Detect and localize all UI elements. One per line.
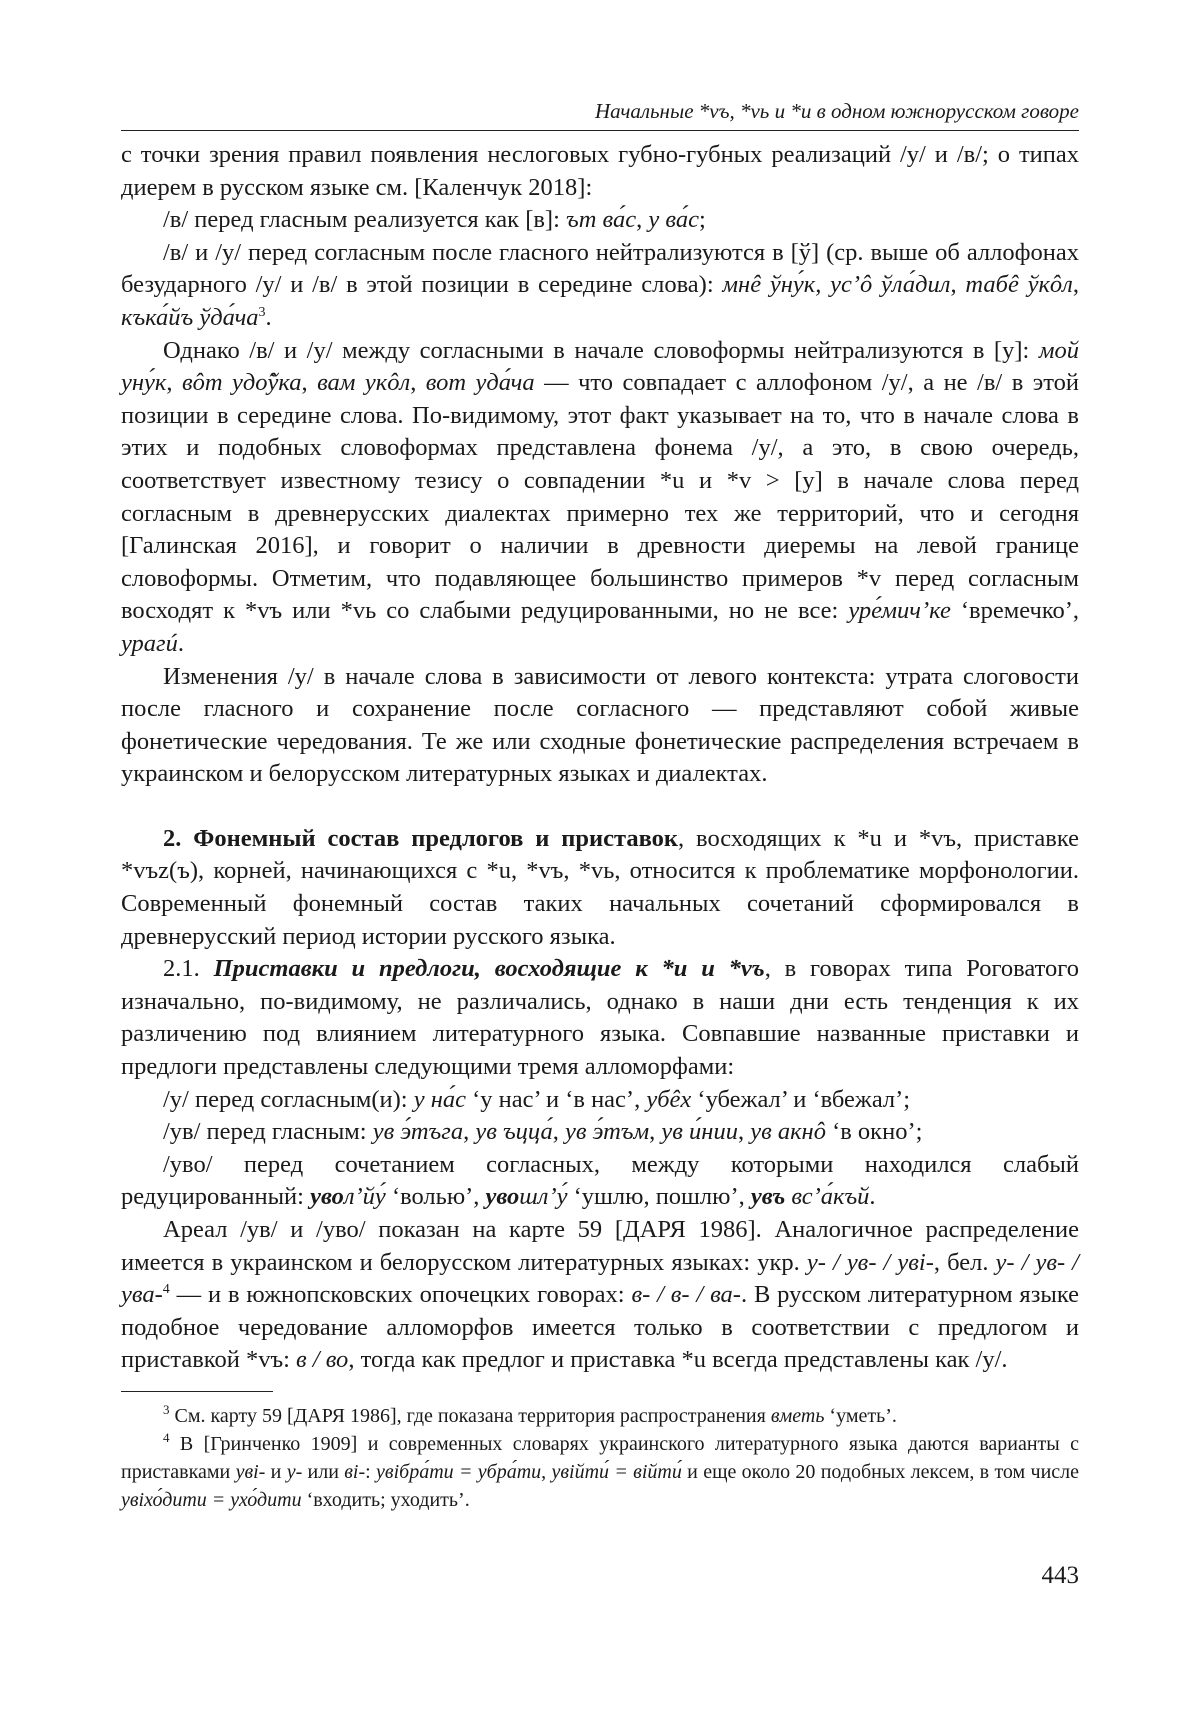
text-run: , — [301, 369, 318, 397]
footnote-ref: 4 — [162, 1282, 170, 1298]
text-run: уво — [310, 1183, 344, 1211]
text-run: мой уну́к — [121, 336, 1079, 397]
text-run: , — [541, 1460, 552, 1483]
text-run: вôт удо̂ўка — [181, 369, 302, 397]
paragraph-4 — [121, 335, 1079, 661]
text-run: ‘ушлю, пошлю’, — [567, 1183, 751, 1211]
paragraph-3 — [121, 237, 1079, 335]
text-run: , — [737, 1118, 751, 1146]
text-run: В [Гринченко 1909] и современных словарях украинского литературного языка даются варианты с приставками — [121, 1432, 1079, 1483]
paragraph-1 — [121, 139, 1079, 204]
text-run: уві- — [235, 1460, 266, 1483]
text-run: и еще около 20 подобных лексем, в том числе — [681, 1460, 1080, 1483]
text-run: мнê ўну́к, ус’ô ўла́дил — [722, 271, 951, 299]
text-run: , — [950, 271, 966, 299]
text-run: шл’у́ — [519, 1183, 568, 1211]
text-run: уре́мич’ке — [848, 597, 951, 625]
paragraph-2 — [121, 204, 1079, 237]
paragraph-9 — [121, 1116, 1079, 1149]
text-run: /в/ и /у/ перед согласным после гласного нейтрализуются в [ў] (ср. выше об аллофонах безударного /у/ и /в/ в этой позиции в середине слова): — [121, 238, 1079, 299]
text-run: ‘уметь’. — [824, 1404, 897, 1427]
text-run: в / во — [296, 1346, 349, 1374]
text-run: ув и́нии — [661, 1118, 738, 1146]
text-run: л’йу́ — [343, 1183, 386, 1211]
text-run: Ареал /ув/ и /уво/ показан на карте 59 [ДАРЯ 1986]. Аналогичное распределение имеется в украинском и белорусском литературных языках: укр. — [121, 1216, 1079, 1276]
text-run: ‘входить; уходить’. — [301, 1488, 470, 1511]
paragraph-11 — [121, 1214, 1079, 1377]
text-run: къка́йъ ўда́ча — [121, 303, 259, 331]
text-run: /в/ перед гласным реализуется как [в]: — [163, 206, 567, 234]
text-run: . — [265, 303, 272, 331]
text-run: 2. Фонемный состав предлогов и приставок — [163, 824, 679, 852]
text-run: 2.1. — [163, 955, 214, 983]
text-run: . — [869, 1183, 876, 1211]
footnote-2 — [121, 1430, 1079, 1514]
running-head: Начальные *vъ, *vь и *u в одном южнорусском говоре — [121, 98, 1079, 131]
text-run: увійти́ = війти́ — [551, 1460, 682, 1483]
paragraph-8 — [121, 1084, 1079, 1117]
text-run: — что совпадает с аллофоном /у/, а не /в/ в этой позиции в середине слова. По-видимому, этот факт указывает на то, что в начале слова в этих и подобных словоформах представлена фонема /у/, а это, в свою очередь, соответствует известному тезису о совпадении *u и *v > [у] в начале слова перед согласным в древнерусских диалектах примерно тех же территорий, что и сегодня [Галинская 2016], и говорит о наличии в древности диеремы на левой границе словоформы. Отметим, что подавляющее большинство примеров *v перед согласным восходят к *vъ или *vь со слабыми редуцированными, но не все: — [121, 369, 1080, 625]
text-run: вс’а́къй — [785, 1183, 870, 1211]
text-run: ‘убежал’ и ‘вбежал’; — [691, 1085, 911, 1113]
text-run: См. карту 59 [ДАРЯ 1986], где показана территория распространения — [169, 1404, 771, 1427]
text-run: ві- — [344, 1460, 366, 1483]
text-run: у ва́с — [648, 206, 699, 234]
text-run: убêх — [646, 1085, 692, 1113]
text-run: ; — [699, 206, 706, 234]
paragraph-6 — [121, 823, 1079, 953]
footnote-1 — [121, 1402, 1079, 1430]
paragraph-10 — [121, 1149, 1079, 1214]
text-run: ув акнô — [750, 1118, 826, 1146]
text-run: ът ва́с — [566, 206, 637, 234]
footnote-rule — [121, 1391, 273, 1392]
text-run: . В русском литературном языке подобное чередование алломорфов имеется только в соответствии с предлогом и приставкой *vъ: — [121, 1281, 1079, 1374]
text-run: /у/ перед согласным(и): — [163, 1085, 414, 1113]
text-run: ув ъцца́ — [475, 1118, 553, 1146]
text-run: уво — [485, 1183, 520, 1211]
text-run: с точки зрения правил появления неслоговых губно-губных реализаций /у/ и /в/; о типах диерем в русском языке см. [Каленчук 2018]: — [121, 141, 1079, 201]
footnotes — [121, 1402, 1079, 1514]
text-run: Изменения /у/ в начале слова в зависимости от левого контекста: утрата слоговости после гласного и сохранение после согласного — представляют собой живые фонетические чередования. Те же или сходные фонетические распределения встречаем в украинском и белорусском литературных языках и диалектах. — [121, 662, 1079, 788]
text-run: , — [166, 369, 182, 397]
text-run: , — [463, 1118, 476, 1146]
text-run: у- — [286, 1460, 303, 1483]
text-run: ув э́тъга — [372, 1118, 464, 1146]
text-run: ув э́тъм — [564, 1118, 650, 1146]
text-run: или — [302, 1460, 345, 1483]
text-run: , — [636, 206, 649, 234]
text-run: , — [649, 1118, 662, 1146]
page — [121, 98, 1079, 1514]
paragraph-5 — [121, 661, 1079, 791]
text-run: : — [365, 1460, 377, 1483]
page-number: 443 — [1041, 1562, 1079, 1589]
text-run: и — [265, 1460, 287, 1483]
text-run: вот уда́ча — [425, 369, 535, 397]
text-run: , в говорах типа Роговатого изначально, по-видимому, не различались, однако в наши дни есть тенденция к их различению под влиянием литературного языка. Совпавшие названные приставки и предлоги представлены следующими тремя алломорфами: — [121, 955, 1079, 1081]
text-run: увібра́ти = убра́ти — [376, 1460, 542, 1483]
text-run: , — [410, 369, 426, 397]
text-run: , тогда как предлог и приставка *u всегда представлены как /у/. — [348, 1346, 1008, 1374]
footnote-ref: 3 — [258, 304, 266, 320]
text-run: увіхо́дити = ухо́дити — [121, 1488, 302, 1511]
text-run: /уво/ перед сочетанием согласных, между которыми находился слабый редуцированный: — [121, 1150, 1079, 1211]
footnote-ref: 4 — [163, 1429, 170, 1445]
text-run: увъ — [750, 1183, 786, 1211]
text-run: ‘у нас’ и ‘в нас’, — [466, 1085, 647, 1113]
text-run: . — [177, 629, 184, 657]
text-run: у- / ув- / ува- — [121, 1248, 1079, 1309]
text-run: вметь — [770, 1404, 825, 1427]
body-text — [121, 139, 1079, 1377]
text-run: у- / ув- / уві- — [806, 1248, 934, 1276]
text-run: Приставки и предлоги, восходящие к *u и *vъ — [213, 955, 765, 983]
text-run: , восходящих к *u и *vъ, приставке *vъz(ъ), корней, начинающихся с *u, *vъ, *vь, относится к проблематике морфонологии. Современный фонемный состав таких начальных сочетаний сформировался в древнерусский период истории русского языка. — [121, 824, 1080, 950]
text-run: в- / в- / ва- — [631, 1281, 741, 1309]
text-run: Однако /в/ и /у/ между согласными в начале словоформы нейтрализуются в [у]: — [163, 336, 1039, 364]
paragraph-7 — [121, 953, 1079, 1083]
text-run: у на́с — [413, 1085, 466, 1113]
footnote-ref: 3 — [163, 1401, 170, 1417]
text-run: , бел. — [933, 1248, 996, 1276]
text-run: ‘времечко’, — [950, 597, 1080, 625]
text-run: урагú — [121, 629, 178, 657]
text-run: ‘в окно’; — [825, 1118, 923, 1146]
text-run: табê ўкôл — [965, 271, 1073, 299]
text-run: — и в южнопсковских опочецких говорах: — [169, 1281, 632, 1309]
text-run: , — [552, 1118, 565, 1146]
text-run: ‘волью’, — [385, 1183, 486, 1211]
text-run: вам укôл — [317, 369, 411, 397]
text-run: , — [1072, 271, 1079, 299]
text-run: /ув/ перед гласным: — [163, 1118, 373, 1146]
